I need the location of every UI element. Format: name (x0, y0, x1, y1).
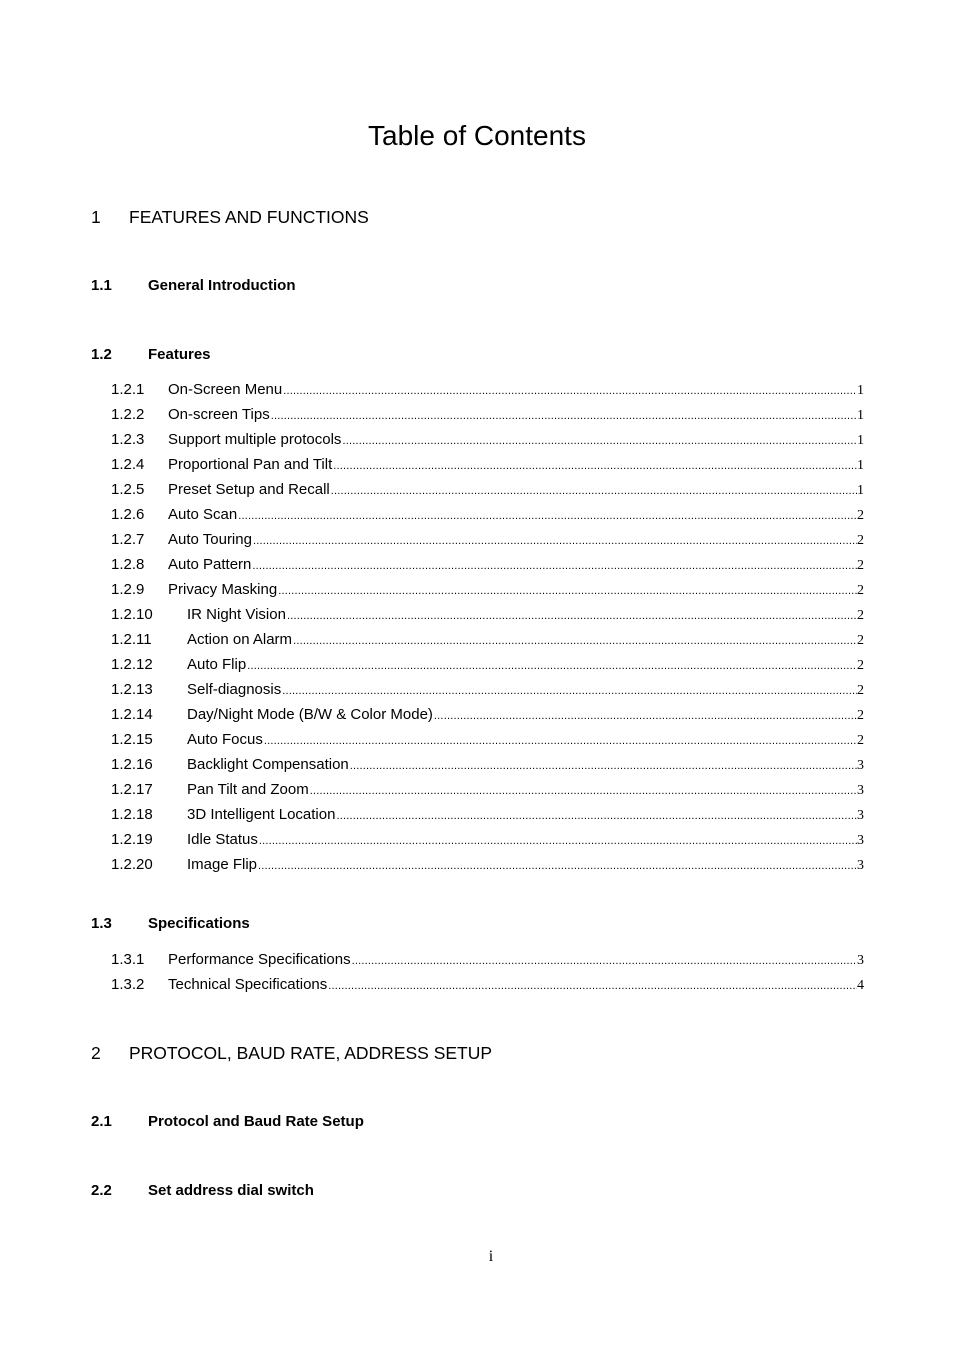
toc-number: 1.2.11 (111, 631, 152, 648)
toc-page: 3 (857, 858, 864, 873)
toc-label: Auto Scan (168, 506, 238, 523)
toc-number: 1.2.1 (111, 381, 145, 398)
toc-page: 3 (857, 808, 864, 823)
toc-number: 1.2.4 (111, 456, 145, 473)
dot-leader (336, 806, 857, 826)
toc-label: On-screen Tips (168, 406, 270, 423)
toc-page: 3 (857, 758, 864, 773)
toc-entry[interactable] (0, 580, 954, 600)
dot-leader (333, 456, 857, 476)
toc-page: 2 (857, 508, 864, 523)
toc-number: 1.2.19 (111, 831, 153, 848)
toc-page: 2 (857, 633, 864, 648)
toc-number: 1.2.17 (111, 781, 153, 798)
toc-entry[interactable] (0, 755, 954, 775)
toc-entry[interactable] (0, 630, 954, 650)
toc-label: Pan Tilt and Zoom (187, 781, 309, 798)
toc-label: Proportional Pan and Tilt (168, 456, 333, 473)
toc-number: 2.1 (91, 1113, 112, 1130)
toc-number: 1.1 (91, 277, 112, 294)
toc-page: 1 (857, 383, 864, 398)
toc-number: 1.2.2 (111, 406, 145, 423)
dot-leader (293, 631, 857, 651)
toc-entry[interactable] (0, 705, 954, 725)
toc-entry[interactable] (0, 780, 954, 800)
toc-number: 1.2.6 (111, 506, 145, 523)
toc-page: 2 (857, 558, 864, 573)
dot-leader (287, 606, 857, 626)
toc-entry[interactable] (0, 975, 954, 995)
toc-label: Technical Specifications (168, 976, 328, 993)
dot-leader (352, 951, 857, 971)
toc-label: Auto Focus (187, 731, 263, 748)
toc-label: Specifications (148, 915, 250, 932)
toc-label: Action on Alarm (187, 631, 293, 648)
toc-number: 1.2.13 (111, 681, 153, 698)
toc-number: 1.3.1 (111, 951, 145, 968)
dot-leader (258, 856, 857, 876)
toc-label: Preset Setup and Recall (168, 481, 330, 498)
toc-page: 1 (857, 408, 864, 423)
toc-label: Auto Touring (168, 531, 252, 548)
toc-label: Day/Night Mode (B/W & Color Mode) (187, 706, 433, 723)
dot-leader (259, 831, 857, 851)
toc-label: Image Flip (187, 856, 258, 873)
toc-entry[interactable] (0, 655, 954, 675)
toc-label: Self-diagnosis (187, 681, 282, 698)
dot-leader (252, 556, 857, 576)
toc-label: 3D Intelligent Location (187, 806, 336, 823)
toc-number: 1.2.8 (111, 556, 145, 573)
toc-number: 1.2 (91, 346, 112, 363)
toc-label: Set address dial switch (148, 1182, 314, 1199)
toc-label: PROTOCOL, BAUD RATE, ADDRESS SETUP (129, 1043, 493, 1063)
toc-number: 1.2.15 (111, 731, 153, 748)
toc-page: 2 (857, 658, 864, 673)
toc-entry[interactable] (0, 405, 954, 425)
toc-number: 1.2.10 (111, 606, 153, 623)
toc-entry[interactable] (0, 605, 954, 625)
toc-entry[interactable] (0, 480, 954, 500)
dot-leader (310, 781, 857, 801)
toc-label: Auto Flip (187, 656, 247, 673)
dot-leader (247, 656, 857, 676)
toc-page: 2 (857, 733, 864, 748)
dot-leader (342, 431, 857, 451)
toc-page: 3 (857, 783, 864, 798)
toc-number: 1.2.14 (111, 706, 153, 723)
toc-entry[interactable] (0, 430, 954, 450)
toc-number: 1.2.16 (111, 756, 153, 773)
dot-leader (264, 731, 857, 751)
dot-leader (282, 681, 857, 701)
toc-page: 1 (857, 483, 864, 498)
dot-leader (434, 706, 857, 726)
toc-label: Idle Status (187, 831, 258, 848)
toc-number: 1.3.2 (111, 976, 145, 993)
toc-label: General Introduction (148, 277, 296, 294)
toc-entry[interactable] (0, 730, 954, 750)
toc-entry[interactable] (0, 505, 954, 525)
toc-label: On-Screen Menu (168, 381, 283, 398)
toc-entry[interactable] (0, 455, 954, 475)
toc-page: 2 (857, 583, 864, 598)
page-title: Table of Contents (368, 120, 586, 151)
toc-entry[interactable] (0, 555, 954, 575)
toc-page: 3 (857, 953, 864, 968)
toc-entry[interactable] (0, 680, 954, 700)
dot-leader (283, 381, 857, 401)
toc-page: 2 (857, 708, 864, 723)
dot-leader (238, 506, 857, 526)
toc-label: FEATURES AND FUNCTIONS (129, 207, 369, 227)
toc-page: 3 (857, 833, 864, 848)
toc-label: Protocol and Baud Rate Setup (148, 1113, 364, 1130)
toc-label: IR Night Vision (187, 606, 286, 623)
page-number: i (488, 1248, 494, 1265)
toc-page: 4 (857, 978, 864, 993)
toc-number: 1 (91, 207, 101, 227)
toc-number: 1.2.9 (111, 581, 145, 598)
toc-label: Privacy Masking (168, 581, 278, 598)
toc-number: 1.2.7 (111, 531, 145, 548)
toc-entry[interactable] (0, 855, 954, 875)
toc-entry[interactable] (0, 950, 954, 970)
toc-page: 2 (857, 608, 864, 623)
toc-number: 1.2.20 (111, 856, 153, 873)
toc-number: 1.2.18 (111, 806, 153, 823)
toc-number: 2 (91, 1043, 101, 1063)
toc-label: Performance Specifications (168, 951, 351, 968)
toc-entry[interactable] (0, 530, 954, 550)
toc-page: 2 (857, 533, 864, 548)
toc-number: 1.2.3 (111, 431, 145, 448)
dot-leader (350, 756, 857, 776)
toc-number: 1.2.12 (111, 656, 153, 673)
toc-page: 1 (857, 458, 864, 473)
toc-entry[interactable] (0, 380, 954, 400)
dot-leader (331, 481, 857, 501)
toc-label: Auto Pattern (168, 556, 252, 573)
toc-page: 2 (857, 683, 864, 698)
toc-page: 1 (857, 433, 864, 448)
dot-leader (328, 976, 857, 996)
toc-number: 1.2.5 (111, 481, 145, 498)
toc-label: Support multiple protocols (168, 431, 342, 448)
dot-leader (278, 581, 857, 601)
toc-entry[interactable] (0, 830, 954, 850)
toc-number: 2.2 (91, 1182, 112, 1199)
toc-label: Features (148, 346, 211, 363)
dot-leader (253, 531, 857, 551)
toc-entry[interactable] (0, 805, 954, 825)
dot-leader (271, 406, 857, 426)
toc-number: 1.3 (91, 915, 112, 932)
toc-label: Backlight Compensation (187, 756, 349, 773)
